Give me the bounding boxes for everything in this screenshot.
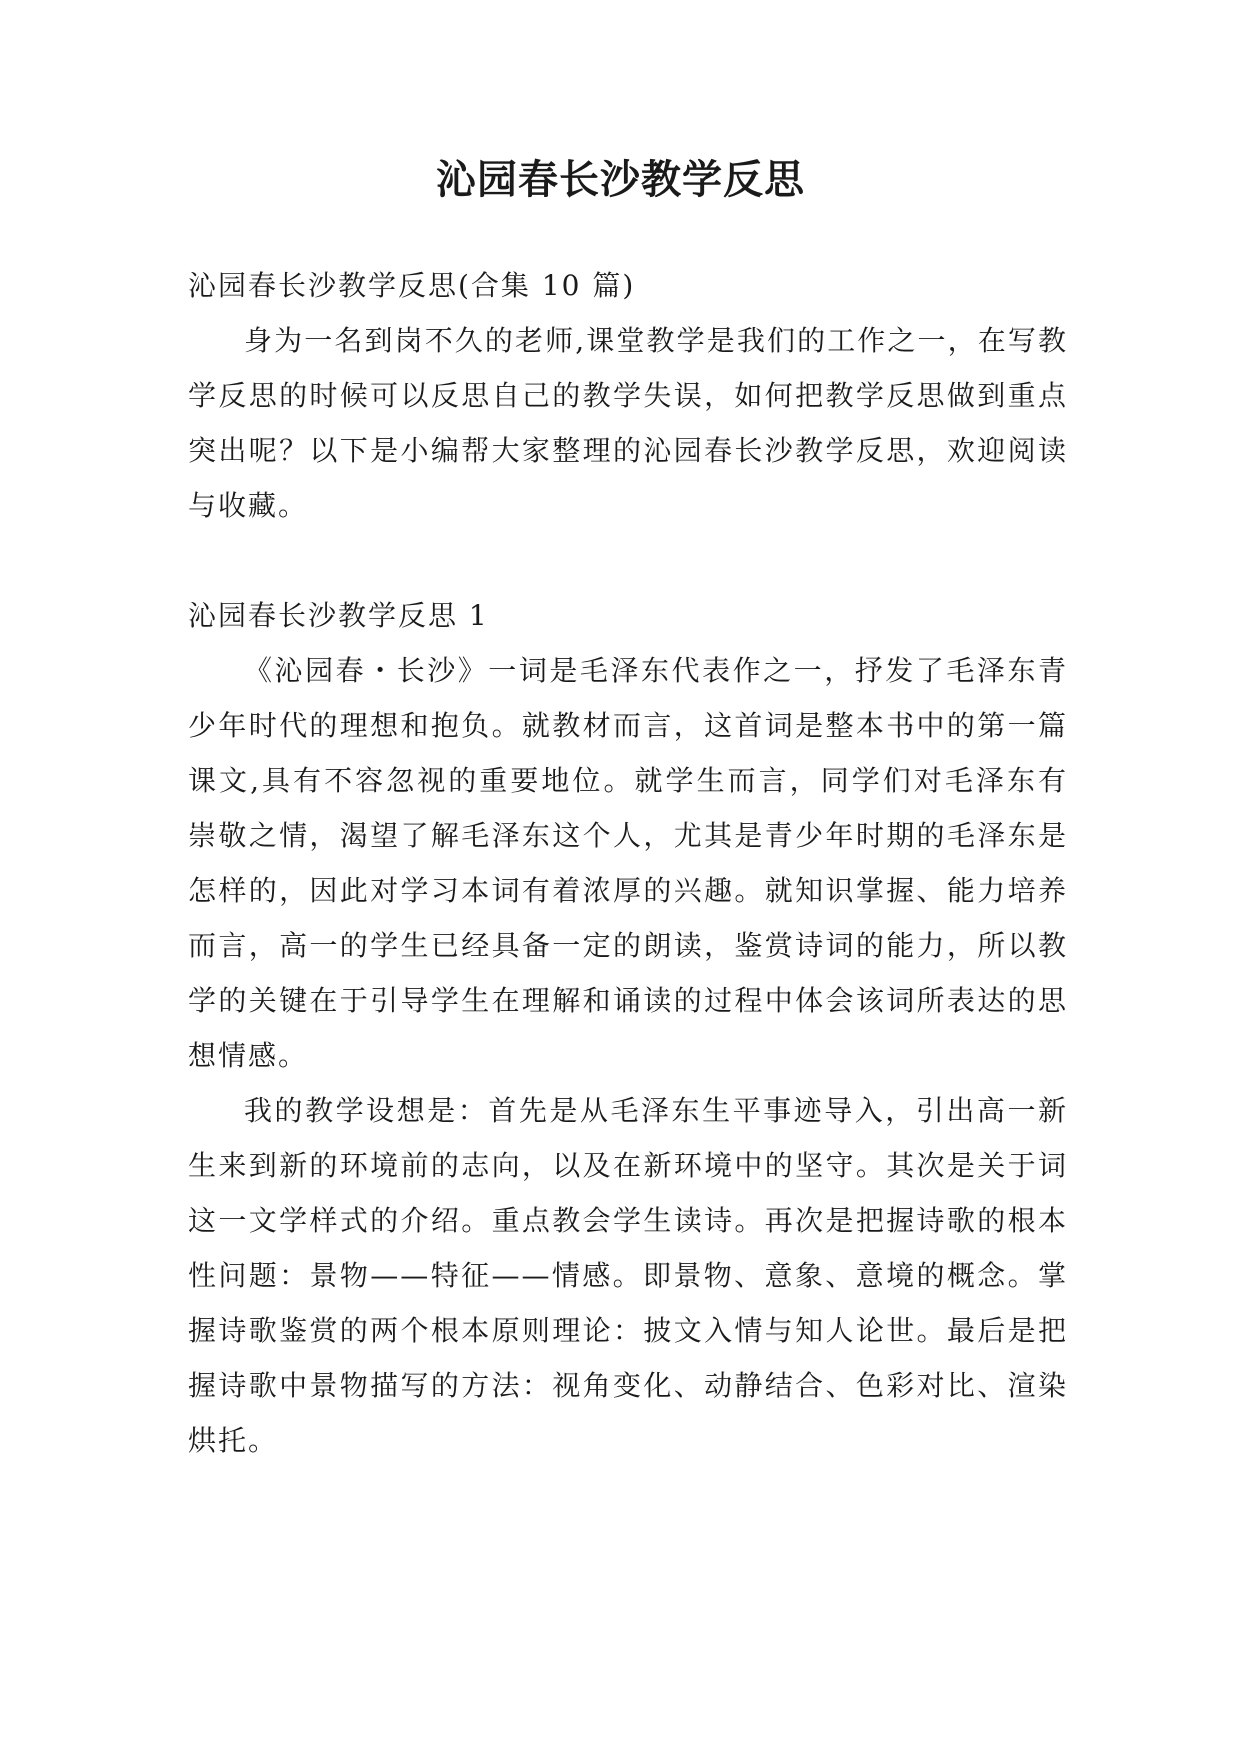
section-spacer <box>188 533 1068 588</box>
document-body <box>188 258 1068 1468</box>
collection-subtitle: 沁园春长沙教学反思(合集 10 篇) <box>188 269 636 302</box>
document-title: 沁园春长沙教学反思 <box>436 156 805 203</box>
section-1-paragraph-1: 《沁园春・长沙》一词是毛泽东代表作之一，抒发了毛泽东青少年时代的理想和抱负。就教材而言，这首词是整本书中的第一篇课文,具有不容忽视的重要地位。就学生而言，同学们对毛泽东有崇敬之情，渴望了解毛泽东这个人，尤其是青少年时期的毛泽东是怎样的，因此对学习本词有着浓厚的兴趣。就知识掌握、能力培养而言，高一的学生已经具备一定的朗读，鉴赏诗词的能力，所以教学的关键在于引导学生在理解和诵读的过程中体会该词所表达的思想情感。 <box>188 654 1068 1072</box>
section-1-heading: 沁园春长沙教学反思 1 <box>188 599 489 632</box>
intro-paragraph: 身为一名到岗不久的老师,课堂教学是我们的工作之一，在写教学反思的时候可以反思自己的教学失误，如何把教学反思做到重点突出呢？以下是小编帮大家整理的沁园春长沙教学反思，欢迎阅读与收藏。 <box>188 324 1068 522</box>
section-1-paragraph-2: 我的教学设想是：首先是从毛泽东生平事迹导入，引出高一新生来到新的环境前的志向，以及在新环境中的坚守。其次是关于词这一文学样式的介绍。重点教会学生读诗。再次是把握诗歌的根本性问题：景物——特征——情感。即景物、意象、意境的概念。掌握诗歌鉴赏的两个根本原则理论：披文入情与知人论世。最后是把握诗歌中景物描写的方法：视角变化、动静结合、色彩对比、渲染烘托。 <box>188 1094 1068 1457</box>
